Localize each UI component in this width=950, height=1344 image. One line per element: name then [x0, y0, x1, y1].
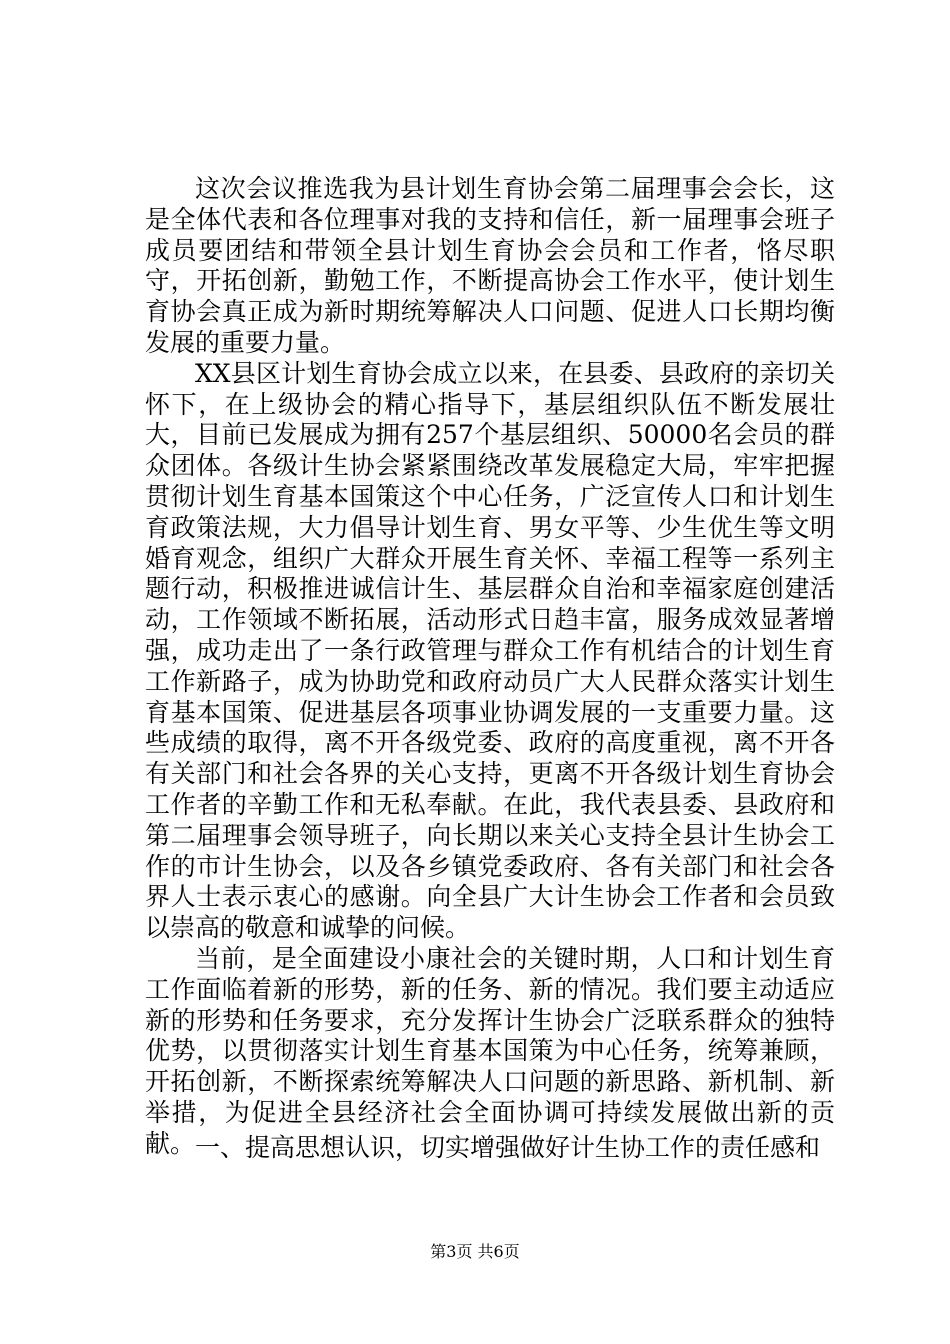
document-body — [145, 174, 835, 1160]
paragraph-1: 这次会议推选我为县计划生育协会第二届理事会会长，这是全体代表和各位理事对我的支持和信任，新一届理事会班子成员要团结和带领全县计划生育协会会员和工作者，恪尽职守，开拓创新，勤勉工作，不断提高协会工作水平，使计划生育协会真正成为新时期统筹解决人口问题、促进人口长期均衡发展的重要力量。 — [145, 174, 835, 357]
page-number-footer: 第3页 共6页 — [430, 1242, 520, 1261]
paragraph-2: XX县区计划生育协会成立以来，在县委、县政府的亲切关怀下，在上级协会的精心指导下，基层组织队伍不断发展壮大，目前已发展成为拥有257个基层组织、50000名会员的群众团体。各级计生协会紧紧围绕改革发展稳定大局，牢牢把握贯彻计划生育基本国策这个中心任务，广泛宣传人口和计划生育政策法规，大力倡导计划生育、男女平等、少生优生等文明婚育观念，组织广大群众开展生育关怀、幸福工程等一系列主题行动，积极推进诚信计生、基层群众自治和幸福家庭创建活动，工作领域不断拓展，活动形式日趋丰富，服务成效显著增强，成功走出了一条行政管理与群众工作有机结合的计划生育工作新路子，成为协助党和政府动员广大人民群众落实计划生育基本国策、促进基层各项事业协调发展的一支重要力量。这些成绩的取得，离不开各级党委、政府的高度重视，离不开各有关部门和社会各界的关心支持，更离不开各级计划生育协会工作者的辛勤工作和无私奉献。在此，我代表县委、县政府和第二届理事会领导班子，向长期以来关心支持全县计生协会工作的市计生协会，以及各乡镇党委政府、各有关部门和社会各界人士表示衷心的感谢。向全县广大计生协会工作者和会员致以崇高的敬意和诚挚的问候。 — [145, 358, 835, 943]
section-heading: 一、提高思想认识，切实增强做好计生协工作的责任感和 — [195, 1133, 821, 1162]
paragraph-3: 当前，是全面建设小康社会的关键时期，人口和计划生育工作面临着新的形势，新的任务、新的情况。我们要主动适应新的形势和任务要求，充分发挥计生协会广泛联系群众的独特优势，以贯彻落实计划生育基本国策为中心任务，统筹兼顾，开拓创新，不断探索统筹解决人口问题的新思路、新机制、新举措，为促进全县经济社会全面协调可持续发展做出新的贡献。 — [145, 943, 835, 1158]
